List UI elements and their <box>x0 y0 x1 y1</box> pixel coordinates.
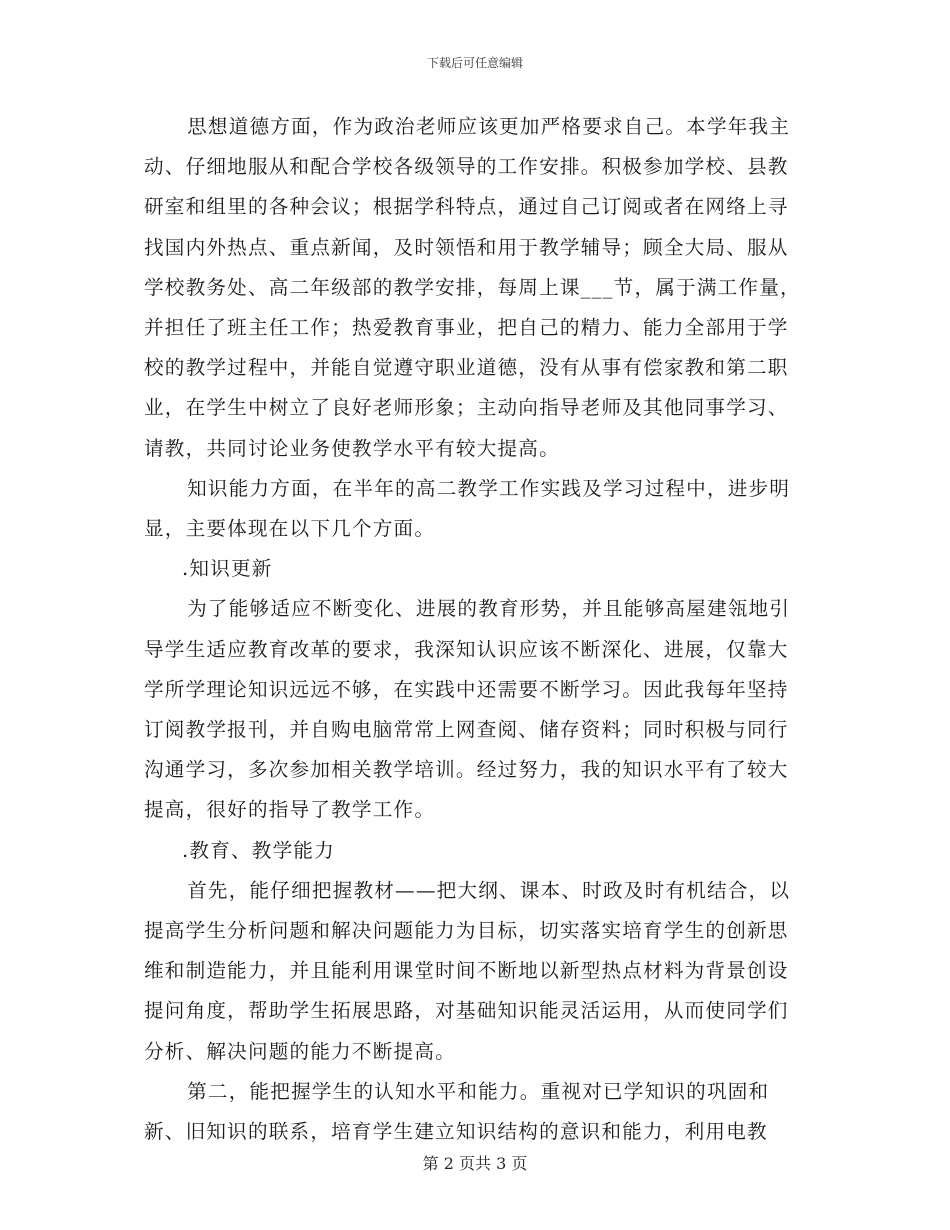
page-number: 第 2 页共 3 页 <box>422 1154 528 1173</box>
paragraph-moral-conduct: 思想道德方面，作为政治老师应该更加严格要求自己。本学年我主动、仔细地服从和配合学校各级领导的工作安排。积极参加学校、县教研室和组里的各种会议；根据学科特点，通过自己订阅或者在网络上寻找国内外热点、重点新闻，及时领悟和用于教学辅导；顾全大局、服从学校教务处、高二年级部的教学安排，每周上课___节，属于满工作量，并担任了班主任工作；热爱教育事业，把自己的精力、能力全部用于学校的教学过程中，并能自觉遵守职业道德，没有从事有偿家教和第二职业，在学生中树立了良好老师形象；主动向指导老师及其他同事学习、请教，共同讨论业务使教学水平有较大提高。 <box>144 115 801 460</box>
paragraph-knowledge-update: 为了能够适应不断变化、进展的教育形势，并且能够高屋建瓴地引导学生适应教育改革的要求，我深知认识应该不断深化、进展，仅靠大学所学理论知识远远不够，在实践中还需要不断学习。因此我每年坚持订阅教学报刊，并自购电脑常常上网查阅、储存资料；同时积极与同行沟通学习，多次参加相关教学培训。经过努力，我的知识水平有了较大提高，很好的指导了教学工作。 <box>144 597 791 822</box>
paragraph-knowledge-ability: 知识能力方面，在半年的高二教学工作实践及学习过程中，进步明显，主要体现在以下几个方面。 <box>144 476 791 541</box>
section-heading-teaching-ability: .教育、教学能力 <box>182 838 335 862</box>
paragraph-second-point: 第二，能把握学生的认知水平和能力。重视对已学知识的巩固和新、旧知识的联系，培育学生建立知识结构的意识和能力，利用电教 <box>144 1079 770 1144</box>
document-body <box>144 107 806 1152</box>
paragraph-first-point: 首先，能仔细把握教材——把大纲、课本、时政及时有机结合，以提高学生分析问题和解决问题能力为目标，切实落实培育学生的创新思维和制造能力，并且能利用课堂时间不断地以新型热点材料为背景创设提问角度，帮助学生拓展思路，对基础知识能灵活运用，从而使同学们分析、解决问题的能力不断提高。 <box>144 878 791 1063</box>
page-header-note: 下载后可任意编辑 <box>426 56 523 70</box>
section-heading-knowledge-update: .知识更新 <box>182 557 273 581</box>
